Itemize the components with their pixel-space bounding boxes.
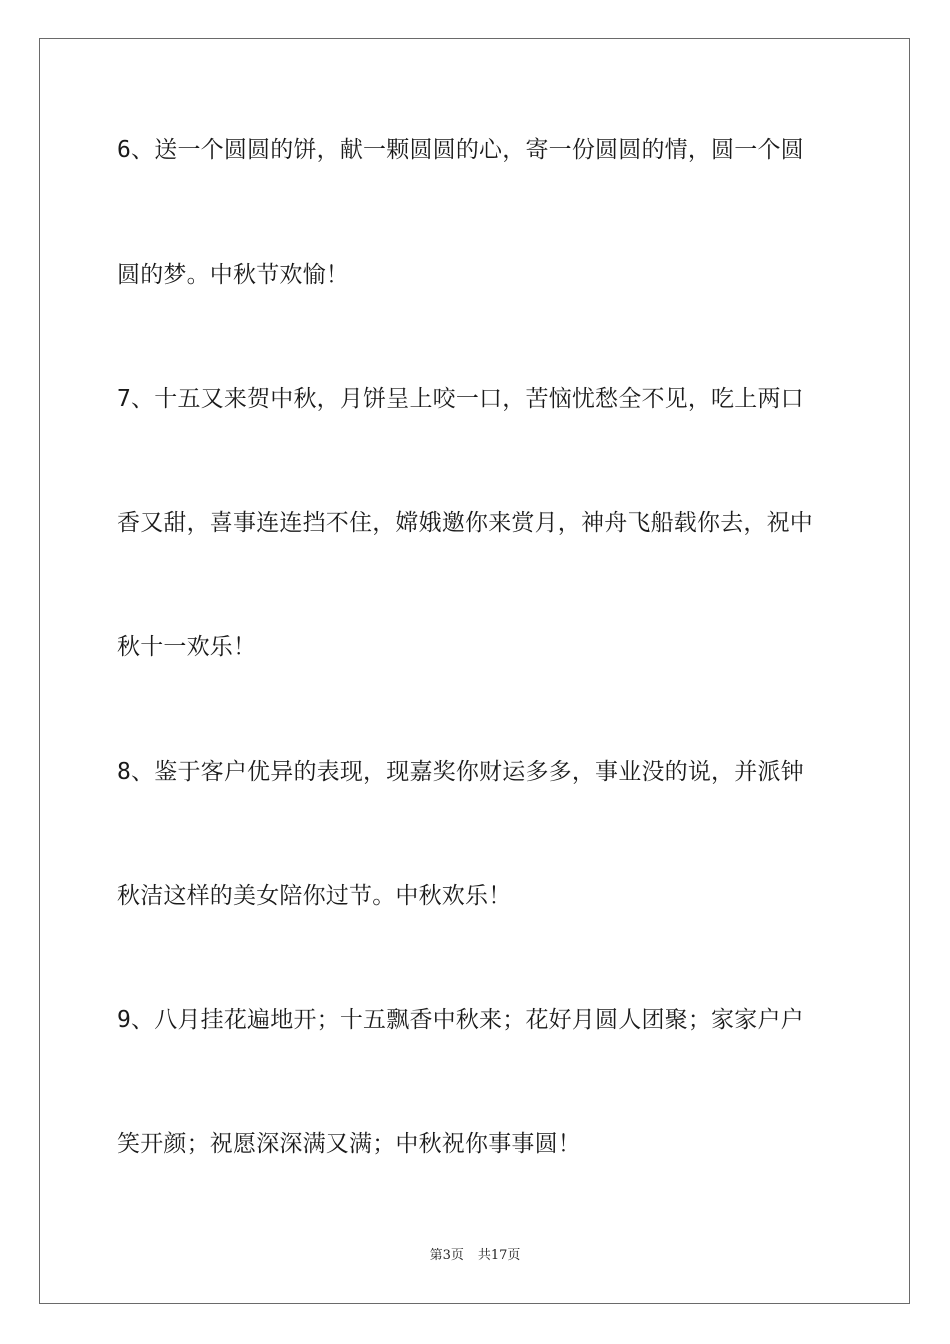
paragraph-7-line-1: 7、十五又来贺中秋，月饼呈上咬一口，苦恼忧愁全不见，吃上两口 (117, 386, 804, 412)
paragraph-7-line-2: 香又甜，喜事连连挡不住，嫦娥邀你来赏月，神舟飞船载你去，祝中 (117, 510, 813, 536)
page-footer (0, 1247, 950, 1265)
paragraph-9-line-2: 笑开颜；祝愿深深满又满；中秋祝你事事圆！ (117, 1131, 581, 1157)
paragraph-8-line-2: 秋洁这样的美女陪你过节。中秋欢乐！ (117, 883, 512, 909)
paragraph-6-line-2: 圆的梦。中秋节欢愉！ (117, 262, 349, 288)
page-number: 第3页 (429, 1248, 464, 1263)
paragraph-9-line-1: 9、八月挂花遍地开；十五飘香中秋来；花好月圆人团聚；家家户户 (117, 1007, 804, 1033)
page-total: 共17页 (477, 1248, 521, 1263)
paragraph-6-line-1: 6、送一个圆圆的饼，献一颗圆圆的心，寄一份圆圆的情，圆一个圆 (117, 137, 804, 163)
page-border (39, 38, 910, 1304)
paragraph-7-line-3: 秋十一欢乐！ (117, 634, 257, 660)
paragraph-8-line-1: 8、鉴于客户优异的表现，现嘉奖你财运多多，事业没的说，并派钟 (117, 759, 804, 785)
